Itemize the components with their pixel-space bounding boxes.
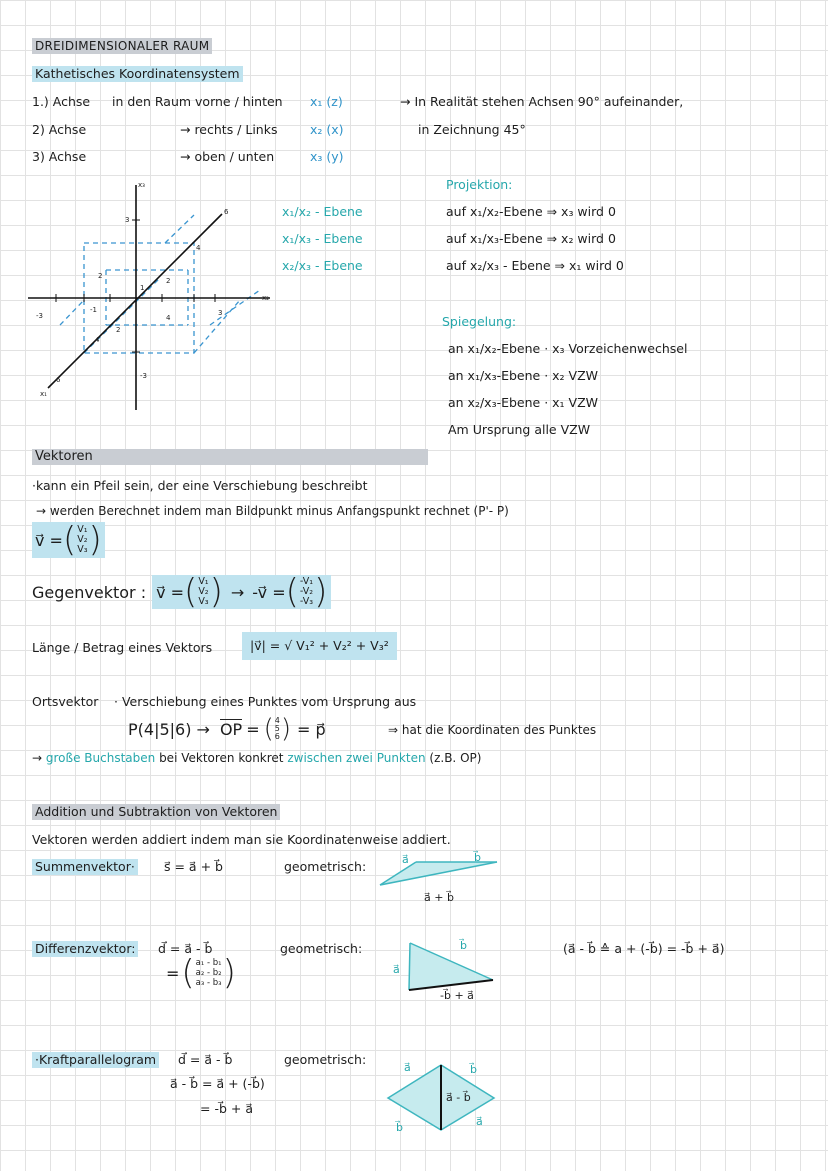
gross-text: große Buchstaben — [45, 751, 156, 765]
axis-3-desc: → oben / unten — [180, 149, 275, 164]
axis-3-coord: x₃ (y) — [310, 149, 344, 164]
tick-2: 2 — [166, 277, 171, 285]
differenz-eq2: = — [166, 963, 180, 983]
v-comp-3: V₃ — [77, 544, 88, 555]
kraft-fig-b: b⃗ — [470, 1063, 477, 1076]
gegen-comp-1: V₁ — [198, 576, 209, 587]
tick-6b: 6 — [56, 376, 61, 384]
kraft-f1: d⃗ = a⃗ - b⃗ — [178, 1052, 233, 1067]
summenvektor-label: Summenvektor· — [32, 859, 138, 875]
kraft-fig-a: a⃗ — [404, 1061, 411, 1074]
page-title: DREIDIMENSIONALER RAUM — [32, 38, 212, 54]
gegen-neg-comp-2: -V₂ — [299, 586, 314, 597]
laenge-label: Länge / Betrag eines Vektors — [32, 640, 213, 655]
axis-3-name: 3) Achse — [32, 149, 87, 164]
bei-text: bei Vektoren konkret — [159, 751, 284, 765]
gross-arrow: → — [32, 751, 43, 765]
summenvektor-geo: geometrisch: — [284, 859, 367, 874]
v-comp-1: V₁ — [77, 524, 88, 535]
plane-x2x3: x₂/x₃ - Ebene — [282, 258, 363, 273]
kraft-label: ·Kraftparallelogram — [32, 1052, 159, 1068]
tick-2c: 2 — [116, 326, 121, 334]
axis-label-x1: x₁ — [40, 390, 47, 398]
gegenvektor-row: Gegenvektor : v⃗ = ( V₁ V₂ V₃ ) → -v⃗ = ( -V₁ -V₂ -V₃ ) — [32, 572, 331, 612]
ortsvektor-point: P(4|5|6) → — [128, 719, 210, 739]
axis-label-x2: x₂ — [262, 294, 269, 302]
zb-text: (z.B. OP) — [429, 751, 482, 765]
ortsvektor-label: Ortsvektor — [32, 694, 99, 709]
zwischen-text: zwischen zwei Punkten — [287, 751, 426, 765]
axis-2-name: 2) Achse — [32, 122, 87, 137]
axis-1-name: 1.) Achse — [32, 94, 91, 109]
tick-2b: 2 — [98, 272, 103, 280]
orts-comp-1: 4 — [274, 716, 280, 725]
mirror-item-3: an x₂/x₃-Ebene · x₁ VZW — [448, 395, 599, 410]
kraft-fig-b2: b⃗ — [396, 1121, 403, 1134]
ortsvektor-note: ⇒ hat die Koordinaten des Punktes — [388, 723, 597, 737]
gegen-arrow: → — [230, 582, 245, 602]
axis-2-desc: → rechts / Links — [180, 122, 278, 137]
tick-4c: 4 — [95, 336, 100, 344]
axis-2-coord: x₂ (x) — [310, 122, 344, 137]
ortsvektor-formula: P(4|5|6) → OP = ( 4 5 6 ) = p⃗ — [128, 714, 326, 744]
ortsvektor-op: OP — [219, 720, 243, 739]
kraft-f3: = -b⃗ + a⃗ — [200, 1101, 253, 1116]
mirror-item-4: Am Ursprung alle VZW — [448, 422, 591, 437]
plane-x1x2: x₁/x₂ - Ebene — [282, 204, 363, 219]
kraft-f2: a⃗ - b⃗ = a⃗ + (-b⃗) — [170, 1076, 265, 1091]
differenz-formula: d⃗ = a⃗ - b⃗ — [158, 941, 213, 956]
v-comp-2: V₂ — [77, 534, 88, 545]
projection-item-2: auf x₁/x₃-Ebene ⇒ x₂ wird 0 — [446, 231, 616, 246]
addition-title: Addition und Subtraktion von Vektoren — [32, 804, 280, 820]
orts-comp-2: 5 — [274, 724, 280, 733]
gegen-neg-comp-3: -V₃ — [299, 596, 314, 607]
sum-fig-a: a⃗ — [402, 853, 409, 866]
tick-4: 4 — [196, 244, 201, 252]
ortsvektor-p: = p⃗ — [297, 719, 326, 739]
diff-comp-1: a₁ - b₁ — [195, 958, 222, 968]
kraft-fig-res: a⃗ - b⃗ — [446, 1091, 471, 1104]
gegen-comp-2: V₂ — [198, 586, 209, 597]
tick-minus-1: -1 — [90, 306, 97, 314]
gegen-neg-comp-1: -V₁ — [299, 576, 314, 587]
ortsvektor-eq: = — [246, 719, 260, 739]
tick-3: 3 — [125, 216, 130, 224]
sum-fig-b: b⃗ — [474, 851, 481, 864]
reality-note-2: in Zeichnung 45° — [418, 122, 526, 137]
laenge-formula: |v⃗| = √ V₁² + V₂² + V₃² — [242, 632, 397, 660]
differenz-label: Differenzvektor: — [32, 941, 138, 957]
orts-comp-3: 6 — [274, 732, 280, 741]
vectors-line-2: → werden Berechnet indem man Bildpunkt minus Anfangspunkt rechnet (P'- P) — [36, 504, 509, 518]
mirror-title: Spiegelung: — [442, 314, 517, 329]
reality-note-1: → In Realität stehen Achsen 90° aufeinander, — [400, 94, 684, 109]
differenz-components: = ( a₁ - b₁ a₂ - b₂ a₃ - b₃ ) — [166, 953, 236, 993]
gegen-neg: -v⃗ = — [252, 582, 286, 602]
kraft-geo: geometrisch: — [284, 1052, 367, 1067]
projection-item-1: auf x₁/x₂-Ebene ⇒ x₃ wird 0 — [446, 204, 616, 219]
tick-6: 6 — [224, 208, 229, 216]
axis-label-x3: x₃ — [138, 181, 145, 189]
gegenvektor-label: Gegenvektor : — [32, 582, 147, 602]
ortsvektor-desc: · Verschiebung eines Punktes vom Ursprung aus — [114, 694, 417, 709]
addition-desc: Vektoren werden addiert indem man sie Koordinatenweise addiert. — [32, 832, 451, 847]
summenvektor-formula: s⃗ = a⃗ + b⃗ — [164, 859, 223, 874]
differenz-note: (a⃗ - b⃗ ≙ a + (-b⃗) = -b⃗ + a⃗) — [563, 941, 725, 956]
subtitle: Kathetisches Koordinatensystem — [32, 66, 243, 82]
projection-title: Projektion: — [446, 177, 513, 192]
diff-fig-res: -b⃗ + a⃗ — [440, 989, 474, 1002]
diff-comp-2: a₂ - b₂ — [195, 968, 222, 978]
axis-1-coord: x₁ (z) — [310, 94, 343, 109]
mirror-item-1: an x₁/x₂-Ebene · x₃ Vorzeichenwechsel — [448, 341, 688, 356]
projection-item-3: auf x₂/x₃ - Ebene ⇒ x₁ wird 0 — [446, 258, 624, 273]
vectors-line-1: ·kann ein Pfeil sein, der eine Verschiebung beschreibt — [32, 478, 368, 493]
plane-x1x3: x₁/x₃ - Ebene — [282, 231, 363, 246]
vector-v-lhs: v⃗ = — [35, 530, 63, 550]
gegen-lhs: v⃗ = — [156, 582, 185, 602]
kraft-fig-a2: a⃗ — [476, 1115, 483, 1128]
differenz-geo: geometrisch: — [280, 941, 363, 956]
tick-1: 1 — [140, 284, 145, 292]
tick-minus-3a: -3 — [36, 312, 43, 320]
tick-3b: 3 — [218, 309, 223, 317]
tick-4b: 4 — [166, 314, 171, 322]
diff-fig-a: a⃗ — [393, 963, 400, 976]
vectors-title: Vektoren — [32, 449, 428, 465]
mirror-item-2: an x₁/x₃-Ebene · x₂ VZW — [448, 368, 599, 383]
sum-fig-ab: a⃗ + b⃗ — [424, 891, 454, 904]
diff-comp-3: a₃ - b₃ — [195, 978, 222, 988]
axis-1-desc: in den Raum vorne / hinten — [112, 94, 283, 109]
diff-fig-b: b⃗ — [460, 939, 467, 952]
tick-minus-3b: -3 — [140, 372, 147, 380]
vector-definition: v⃗ = ( V₁ V₂ V₃ ) — [32, 522, 105, 558]
gegen-comp-3: V₃ — [198, 596, 209, 607]
